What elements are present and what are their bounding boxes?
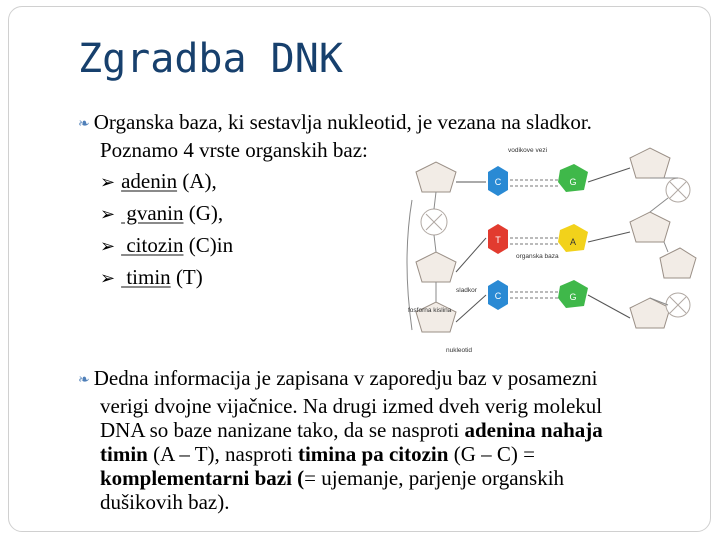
list-item bbox=[78, 233, 233, 258]
bullet2-line1: Dedna informacija je zapisana v zaporedju baz v posamezni bbox=[93, 366, 598, 390]
svg-text:G: G bbox=[569, 292, 577, 302]
sugar-pentagon bbox=[630, 148, 670, 178]
bullet1-line2: Poznamo 4 vrste organskih baz: bbox=[100, 138, 368, 162]
list-item-suffix: (T) bbox=[170, 265, 203, 289]
label-hydrogen-bonds: vodikove vezi bbox=[508, 147, 548, 154]
list-item bbox=[78, 201, 223, 226]
svg-text:T: T bbox=[495, 235, 501, 245]
list-item-suffix: (G), bbox=[183, 201, 224, 225]
bullet-icon: ❧ bbox=[78, 373, 90, 388]
base-g-right bbox=[558, 280, 588, 308]
svg-text:G: G bbox=[569, 177, 577, 187]
sugar-pentagon bbox=[630, 298, 670, 328]
sugar-pentagon bbox=[660, 248, 696, 278]
label-nucleotide: nukleotid bbox=[446, 347, 473, 354]
arrow-bullet-icon: ➢ bbox=[100, 172, 116, 192]
label-phosphate: fosforna kislina bbox=[408, 307, 452, 314]
bullet2-text: (G – C) = bbox=[448, 442, 535, 466]
bullet2-line2: verigi dvojne vijačnice. Na drugi izmed dveh verig molekul bbox=[100, 394, 603, 418]
bullet2-line6: dušikovih baz). bbox=[100, 490, 230, 514]
link-gvanin[interactable]: gvanin bbox=[121, 201, 184, 225]
list-item-suffix: (C)in bbox=[183, 233, 234, 257]
link-adenin[interactable]: adenin bbox=[121, 169, 178, 193]
base-g-right bbox=[558, 164, 588, 192]
bullet2-text: = ujemanje, parjenje organskih bbox=[304, 466, 565, 490]
base-t-left bbox=[488, 224, 508, 254]
sugar-pentagon bbox=[416, 162, 456, 192]
bullet2-line3: DNA so baze nanizane tako, da se nasproti bbox=[100, 418, 465, 442]
arrow-bullet-icon: ➢ bbox=[100, 204, 116, 224]
list-item bbox=[78, 169, 217, 194]
svg-text:C: C bbox=[494, 291, 502, 301]
base-g-left bbox=[488, 280, 508, 310]
bold-paren: ( bbox=[291, 466, 305, 490]
bullet-icon: ❧ bbox=[78, 117, 90, 132]
bullet1-line1: Organska baza, ki sestavlja nukleotid, je vezana na sladkor. bbox=[93, 110, 592, 134]
link-timin[interactable]: timin bbox=[121, 265, 171, 289]
sugar-pentagon bbox=[630, 212, 670, 242]
bold-thymine-cytosine: timina pa citozin bbox=[297, 442, 449, 466]
slide-title: Zgradba DNK bbox=[78, 36, 343, 82]
bold-thymine: timin bbox=[100, 442, 148, 466]
base-a-right bbox=[558, 224, 588, 252]
bold-complementary-bases: komplementarni bazi bbox=[100, 466, 292, 490]
arrow-bullet-icon: ➢ bbox=[100, 268, 116, 288]
arrow-bullet-icon: ➢ bbox=[100, 236, 116, 256]
list-item bbox=[78, 265, 203, 290]
svg-text:A: A bbox=[569, 237, 577, 247]
label-organic-base: organska baza bbox=[516, 253, 559, 260]
svg-text:C: C bbox=[494, 177, 502, 187]
base-c-left bbox=[488, 166, 508, 196]
sugar-pentagon bbox=[416, 252, 456, 282]
link-citozin[interactable]: citozin bbox=[121, 233, 184, 257]
dna-structure-diagram bbox=[398, 140, 698, 355]
bullet2-text: (A – T), nasproti bbox=[147, 442, 298, 466]
label-sugar: sladkor bbox=[456, 287, 477, 294]
list-item-suffix: (A), bbox=[177, 169, 217, 193]
bold-adenine-phrase: adenina nahaja bbox=[464, 418, 603, 442]
bullet-genetic-information bbox=[78, 366, 688, 514]
